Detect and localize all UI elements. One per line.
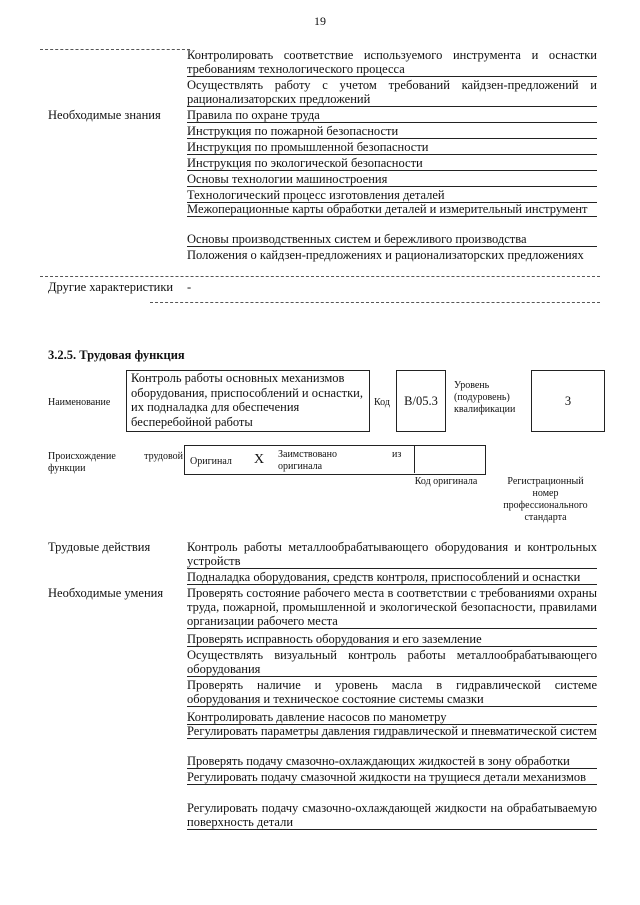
knowledge-item: Положения о кайдзен-предложениях и рационализаторских предложениях [187, 248, 584, 262]
skill-item: Осуществлять визуальный контроль работы металлообрабатывающего оборудования [187, 648, 597, 676]
section-title: 3.2.5. Трудовая функция [48, 348, 185, 362]
reg-caption: Регистрационный номер профессионального стандарта [503, 476, 588, 523]
top-dash [40, 49, 190, 50]
origin-original: Оригинал [190, 456, 232, 467]
other-value: - [187, 280, 192, 294]
skills-label: Необходимые умения [48, 586, 164, 600]
origin-from: из [392, 449, 402, 460]
table-row: Контролировать соответствие используемого инструмента и оснастки требованиям технологического процесса [187, 48, 597, 76]
knowledge-item: Правила по охране труда [187, 108, 597, 123]
other-label: Другие характеристики [48, 280, 174, 294]
action-item: Контроль работы металлообрабатывающего оборудования и контрольных устройств [187, 540, 597, 568]
knowledge-label: Необходимые знания [48, 108, 161, 122]
skill-item: Регулировать подачу смазочной жидкости на трущиеся детали механизмов [187, 770, 597, 785]
page-number: 19 [314, 14, 326, 28]
skill-item: Проверять состояние рабочего места в соответствии с требованиями охраны труда, пожарной, промышленной и экологической безопасности, правилами организации рабочего места [187, 586, 597, 628]
action-item: Подналадка оборудования, средств контроля, приспособлений и оснастки [187, 570, 597, 585]
skill-item: Проверять наличие и уровень масла в гидравлической системе оборудования и техническое состояние системы смазки [187, 678, 597, 706]
level-value: 3 [531, 370, 605, 432]
function-code: B/05.3 [396, 370, 446, 432]
level-label: Уровень (подуровень) квалификации [454, 380, 516, 415]
skill-item: Проверять исправность оборудования и его заземление [187, 632, 597, 647]
divider [40, 276, 600, 277]
origin-mark: X [254, 452, 265, 467]
knowledge-item: Инструкция по промышленной безопасности [187, 140, 597, 155]
name-label: Наименование [48, 397, 111, 408]
knowledge-item: Межоперационные карты обработки деталей и измерительный инструмент [187, 202, 597, 217]
knowledge-item: Инструкция по пожарной безопасности [187, 124, 597, 139]
table-row: Осуществлять работу с учетом требований кайдзен-предложений и рационализаторских предложений [187, 78, 597, 106]
code-caption: Код оригинала [414, 476, 478, 487]
skill-item: Проверять подачу смазочно-охлаждающих жидкостей в зону обработки [187, 754, 597, 769]
knowledge-item: Инструкция по экологической безопасности [187, 156, 597, 171]
skill-item: Регулировать параметры давления гидравлической и пневматической систем [187, 724, 597, 738]
skill-item: Контролировать давление насосов по манометру [187, 710, 597, 725]
function-name: Контроль работы основных механизмов оборудования, приспособлений и оснастки, их подналадка для обеспечения бесперебойной работы [126, 370, 370, 432]
divider [150, 302, 600, 303]
knowledge-item: Основы технологии машиностроения [187, 172, 597, 187]
origin-label: Происхождение трудовой функции [48, 451, 183, 474]
knowledge-item: Технологический процесс изготовления деталей [187, 188, 597, 203]
actions-label: Трудовые действия [48, 540, 151, 554]
skill-item: Регулировать подачу смазочно-охлаждающей жидкости на обрабатываемую поверхность детали [187, 801, 597, 829]
origin-borrowed: Заимствовано оригинала [278, 449, 337, 472]
code-label: Код [374, 397, 390, 408]
knowledge-item: Основы производственных систем и бережливого производства [187, 232, 597, 247]
origin-divider [414, 445, 415, 473]
